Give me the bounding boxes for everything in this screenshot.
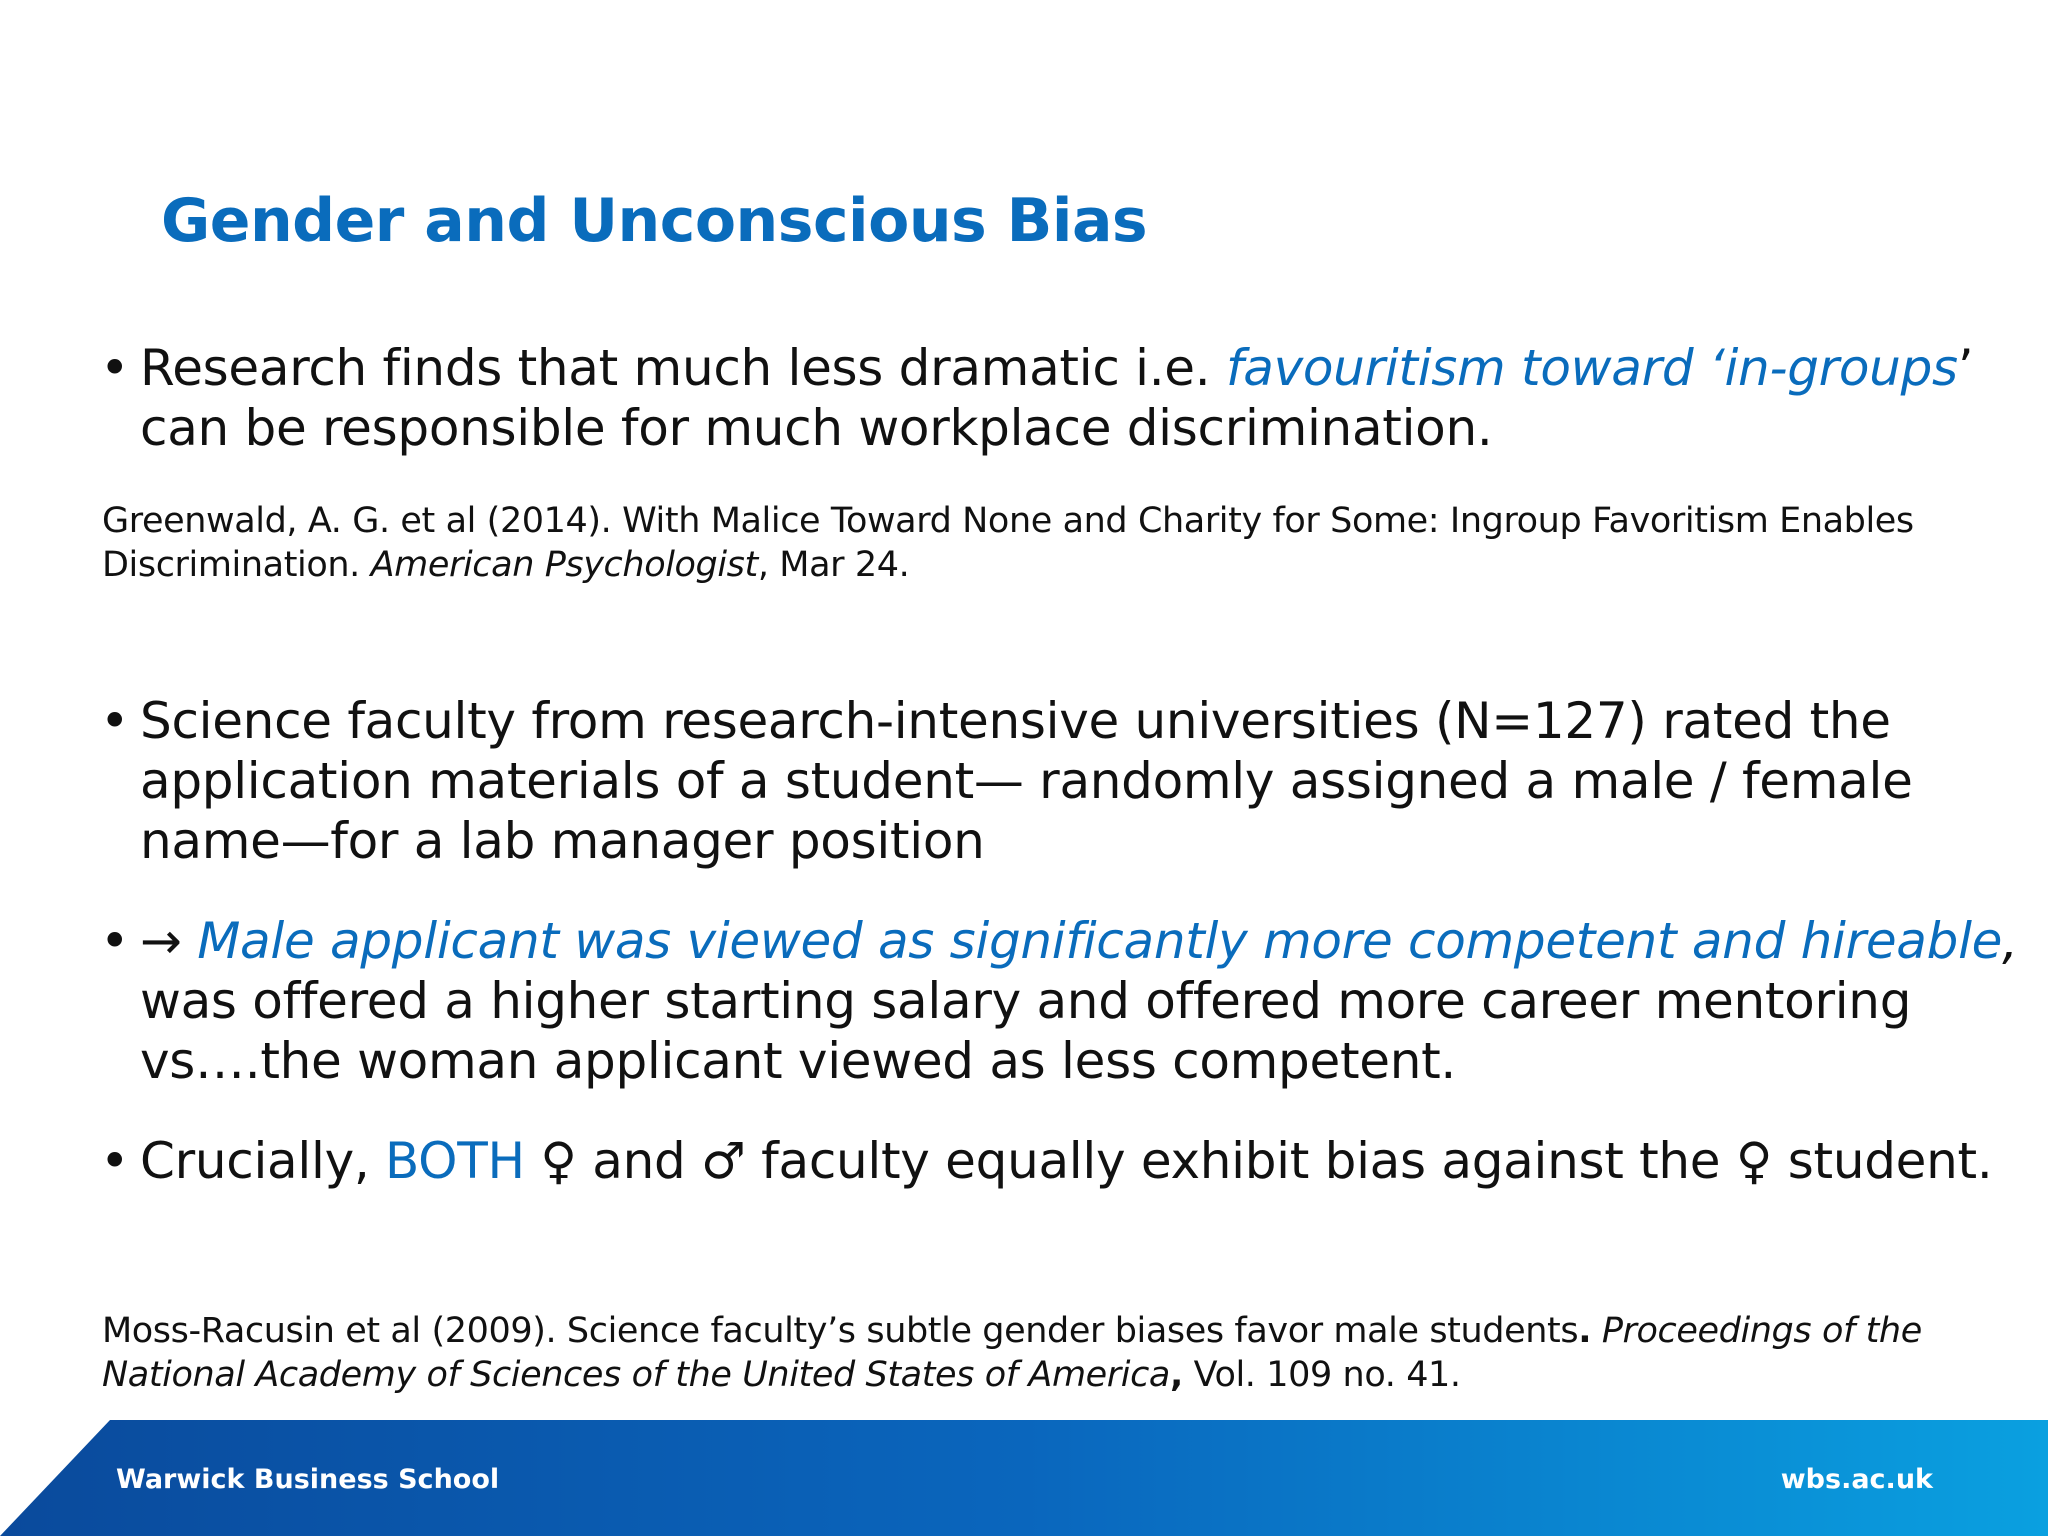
reference-2-citation: Moss-Racusin et al (2009). Science faculty’s subtle gender biases favor male students [102,1311,1579,1351]
reference-2-volume: Vol. 109 no. 41. [1182,1355,1461,1395]
slide-title: Gender and Unconscious Bias [161,186,1148,256]
reference-2-journal: Proceedings of the National Academy of Sciences of the United States of America [102,1311,1922,1395]
bullet-4-middle: faculty equally exhibit bias against the [745,1132,1736,1190]
bullet-2-text: Science faculty from research-intensive universities (N=127) rated the application materials of a student— randomly assigned a male / female name—for a lab manager position [140,692,1913,870]
reference-1 [102,499,2042,587]
bullet-1-quote: ’ [1957,339,1974,397]
bullet-marker: • [100,912,130,970]
bullet-1-emphasis: favouritism toward ‘in-groups [1225,339,1958,397]
arrow-icon: → [140,912,198,970]
bullet-marker: • [100,339,130,397]
reference-2 [102,1309,2042,1397]
bullet-4-both: BOTH [385,1132,525,1190]
female-symbol-icon: ♀ [540,1132,577,1190]
reference-2-dot: . [1578,1311,1592,1351]
bullet-3-rest: was offered a higher starting salary and offered more career mentoring vs….the woman applicant viewed as less competent. [140,972,1912,1090]
male-symbol-icon: ♂ [701,1132,746,1190]
website-link[interactable]: wbs.ac.uk [1780,1464,1933,1495]
bullet-4-and: and [576,1132,702,1190]
bullet-4-text [140,1131,2020,1191]
bullet-3-emphasis: Male applicant was viewed as significantly more competent and hireable [197,912,2003,970]
bullet-4-tail: student. [1772,1132,1993,1190]
reference-2-comma: , [1169,1355,1183,1395]
bullet-3-text [140,911,2020,1091]
reference-1-citation: Greenwald, A. G. et al (2014). With Malice Toward None and Charity for Some: Ingroup Favoritism Enables Discrimination. [102,501,1914,585]
bullet-4-lead: Crucially, [140,1132,386,1190]
reference-1-date: , Mar 24. [757,545,910,585]
bullet-1-plain: Research finds that much less dramatic i.e. [140,339,1226,397]
school-logo: Warwick Business School [116,1464,500,1495]
female-symbol-icon: ♀ [1735,1132,1773,1190]
bullet-1-text [140,338,2020,458]
bullet-marker: • [100,692,130,750]
footer-bar [0,1420,2048,1536]
bullet-marker: • [100,1132,130,1190]
bullet-3-comma: , [2002,912,2018,970]
reference-1-journal: American Psychologist [370,545,758,585]
bullet-1-line2: can be responsible for much workplace discrimination. [140,399,1493,457]
